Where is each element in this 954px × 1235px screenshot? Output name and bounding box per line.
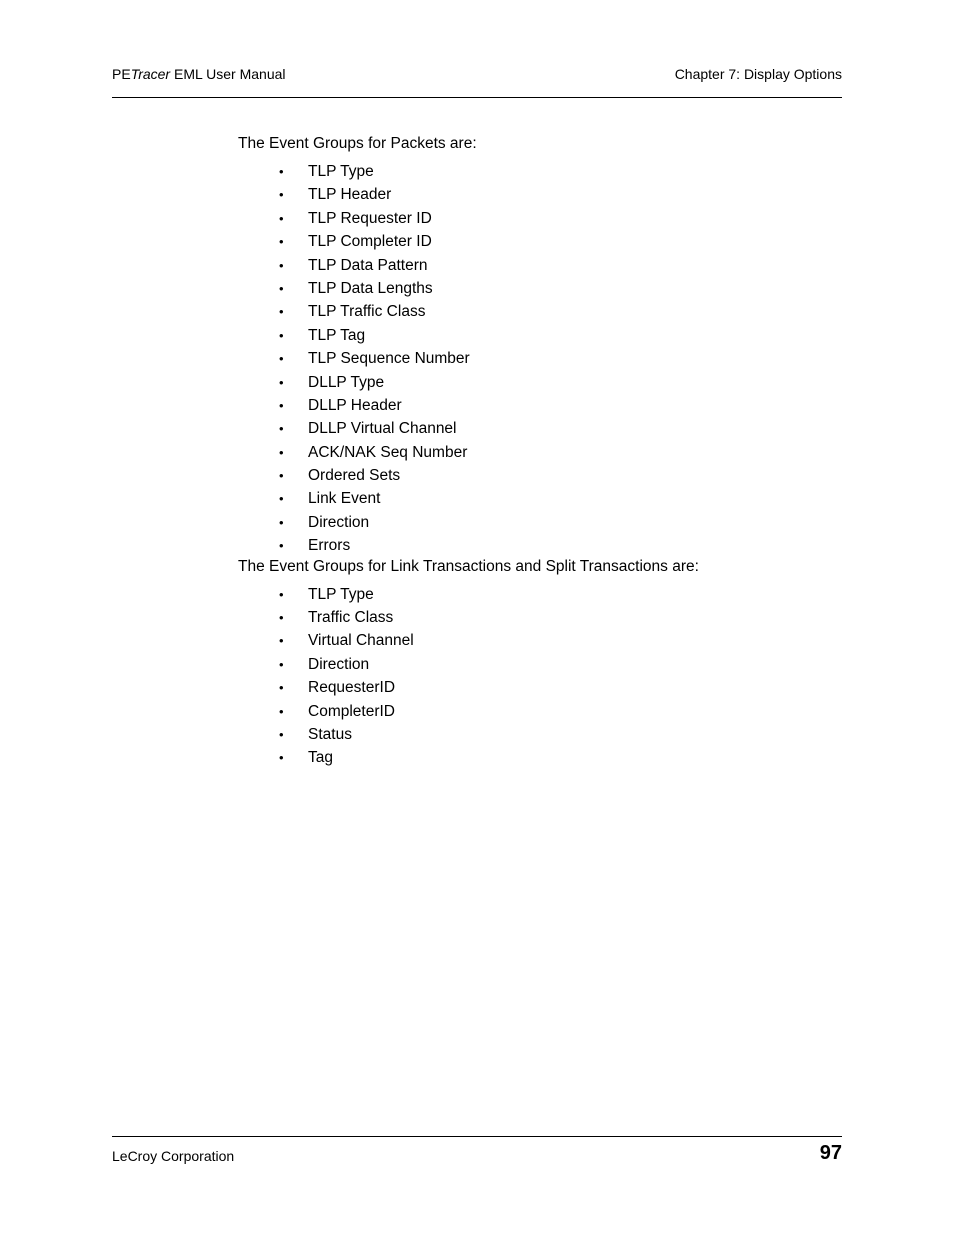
- list-item: [238, 534, 838, 557]
- bullet-icon: •: [279, 187, 284, 203]
- manual-title-text: EML User Manual: [170, 66, 286, 82]
- bullet-icon: •: [279, 610, 284, 626]
- brand-italic: Tracer: [130, 66, 171, 82]
- page-number: 97: [819, 1142, 842, 1164]
- list-item-label: TLP Type: [308, 585, 374, 603]
- list-item: [238, 700, 838, 723]
- list-item: [238, 300, 838, 323]
- page-content: [238, 134, 838, 770]
- list-item-label: DLLP Virtual Channel: [308, 420, 457, 438]
- list-item: [238, 183, 838, 206]
- footer-divider: [112, 1136, 842, 1137]
- packets-event-groups-list: [238, 160, 838, 558]
- bullet-icon: •: [279, 514, 284, 530]
- list-item-label: TLP Data Pattern: [308, 256, 428, 274]
- bullet-icon: •: [279, 726, 284, 742]
- list-item-label: TLP Completer ID: [308, 233, 432, 251]
- list-item: [238, 160, 838, 183]
- bullet-icon: •: [279, 397, 284, 413]
- bullet-icon: •: [279, 444, 284, 460]
- bullet-icon: •: [279, 210, 284, 226]
- bullet-icon: •: [279, 633, 284, 649]
- bullet-icon: •: [279, 538, 284, 554]
- list-item: [238, 629, 838, 652]
- list-item-label: Errors: [308, 537, 351, 555]
- bullet-icon: •: [279, 351, 284, 367]
- list-item: [238, 417, 838, 440]
- list-item: [238, 511, 838, 534]
- list-item-label: Link Event: [308, 490, 381, 508]
- bullet-icon: •: [279, 421, 284, 437]
- list-item: [238, 371, 838, 394]
- list-item: [238, 676, 838, 699]
- packets-intro: The Event Groups for Packets are:: [238, 135, 477, 152]
- list-item-label: Traffic Class: [308, 609, 394, 627]
- bullet-icon: •: [279, 304, 284, 320]
- list-item: [238, 394, 838, 417]
- bullet-icon: •: [279, 234, 284, 250]
- list-item-label: TLP Sequence Number: [308, 350, 470, 368]
- list-item-label: Tag: [308, 749, 333, 767]
- list-item-label: TLP Requester ID: [308, 209, 432, 227]
- list-item: [238, 723, 838, 746]
- list-item-label: CompleterID: [308, 702, 395, 720]
- list-item-label: Direction: [308, 513, 370, 531]
- list-item: [238, 207, 838, 230]
- list-item-label: TLP Data Lengths: [308, 279, 433, 297]
- list-item-label: ACK/NAK Seq Number: [308, 443, 468, 461]
- bullet-icon: •: [279, 164, 284, 179]
- list-item-label: TLP Tag: [308, 326, 366, 344]
- company-name: LeCroy Corporation: [112, 1148, 235, 1164]
- bullet-icon: •: [279, 468, 284, 484]
- transactions-event-groups-list: [238, 583, 838, 770]
- bullet-icon: •: [279, 750, 284, 766]
- list-item: [238, 324, 838, 347]
- bullet-icon: •: [279, 656, 284, 672]
- page-footer: [112, 1142, 842, 1172]
- bullet-icon: •: [279, 680, 284, 696]
- list-item-label: RequesterID: [308, 679, 396, 697]
- list-item: [238, 347, 838, 370]
- list-item-label: TLP Header: [308, 186, 392, 204]
- list-item: [238, 606, 838, 629]
- list-item: [238, 583, 838, 606]
- list-item: [238, 746, 838, 769]
- list-item: [238, 487, 838, 510]
- manual-title: [112, 66, 286, 82]
- transactions-intro: The Event Groups for Link Transactions and Split Transactions are:: [238, 557, 699, 575]
- list-item-label: Status: [308, 725, 352, 743]
- list-item: [238, 230, 838, 253]
- brand-prefix: PE: [112, 66, 131, 82]
- bullet-icon: •: [279, 586, 284, 602]
- list-item: [238, 254, 838, 277]
- list-item: [238, 653, 838, 676]
- bullet-icon: •: [279, 257, 284, 273]
- page-header: [112, 64, 842, 84]
- bullet-icon: •: [279, 703, 284, 719]
- list-item-label: Ordered Sets: [308, 467, 401, 485]
- bullet-icon: •: [279, 280, 284, 296]
- chapter-title: Chapter 7: Display Options: [674, 66, 842, 82]
- list-item-label: TLP Traffic Class: [308, 303, 426, 321]
- list-item-label: DLLP Header: [308, 396, 402, 414]
- list-item-label: TLP Type: [308, 163, 374, 180]
- list-item: [238, 441, 838, 464]
- list-item: [238, 277, 838, 300]
- list-item-label: DLLP Type: [308, 373, 385, 391]
- list-item: [238, 464, 838, 487]
- list-item-label: Direction: [308, 655, 370, 673]
- bullet-icon: •: [279, 374, 284, 390]
- list-item-label: Virtual Channel: [308, 632, 414, 650]
- header-divider: [112, 97, 842, 98]
- bullet-icon: •: [279, 491, 284, 507]
- bullet-icon: •: [279, 327, 284, 343]
